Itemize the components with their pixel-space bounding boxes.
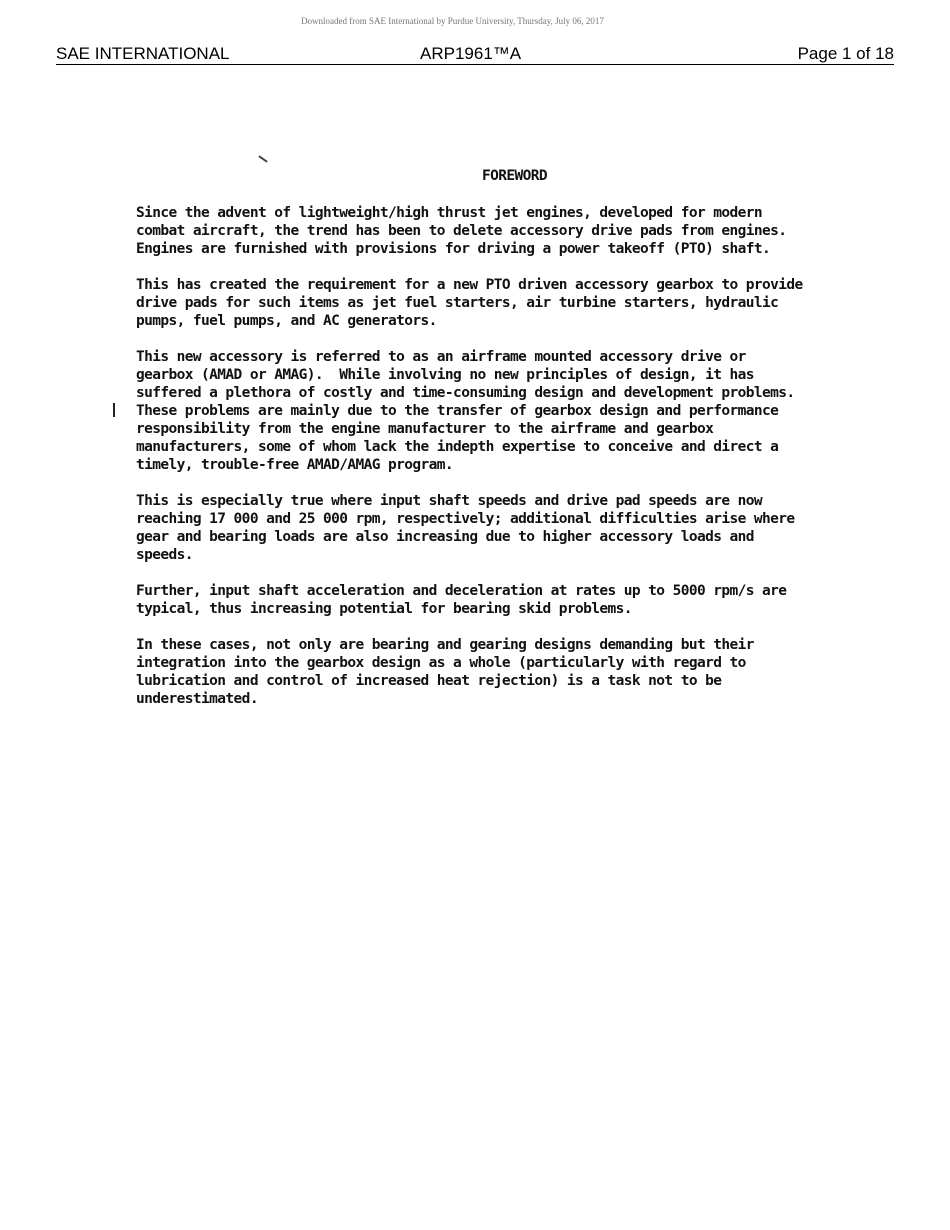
header-organization: SAE INTERNATIONAL [56, 44, 230, 63]
paragraph [136, 204, 936, 258]
text-line: pumps, fuel pumps, and AC generators. [136, 313, 437, 329]
page-header [56, 44, 894, 65]
text-line: reaching 17 000 and 25 000 rpm, respectively; additional difficulties arise where [136, 511, 795, 527]
paragraph [136, 276, 936, 330]
paragraph [136, 348, 936, 474]
text-line: suffered a plethora of costly and time-consuming design and development problems. [136, 385, 795, 401]
text-line: manufacturers, some of whom lack the indepth expertise to conceive and direct a [136, 439, 779, 455]
text-line: responsibility from the engine manufacturer to the airframe and gearbox [136, 421, 714, 437]
revision-bar [113, 403, 115, 417]
text-line: Since the advent of lightweight/high thrust jet engines, developed for modern [136, 205, 762, 221]
text-line: This new accessory is referred to as an airframe mounted accessory drive or [136, 349, 746, 365]
text-line: These problems are mainly due to the transfer of gearbox design and performance [136, 403, 779, 419]
text-line: This is especially true where input shaft speeds and drive pad speeds are now [136, 493, 762, 509]
paragraph [136, 582, 936, 618]
foreword-body [136, 204, 936, 726]
text-line: This has created the requirement for a new PTO driven accessory gearbox to provide [136, 277, 803, 293]
text-line: In these cases, not only are bearing and gearing designs demanding but their [136, 637, 754, 653]
download-note: Downloaded from SAE International by Purdue University, Thursday, July 06, 2017 [301, 16, 604, 26]
text-line: gearbox (AMAD or AMAG). While involving no new principles of design, it has [136, 367, 754, 383]
text-line: typical, thus increasing potential for bearing skid problems. [136, 601, 632, 617]
section-heading: FOREWORD [482, 168, 548, 184]
text-line: integration into the gearbox design as a whole (particularly with regard to [136, 655, 746, 671]
header-document-number: ARP1961™A [420, 44, 522, 63]
header-page-number: Page 1 of 18 [797, 44, 894, 63]
text-line: gear and bearing loads are also increasing due to higher accessory loads and [136, 529, 754, 545]
text-line: Further, input shaft acceleration and deceleration at rates up to 5000 rpm/s are [136, 583, 787, 599]
text-line: underestimated. [136, 691, 258, 707]
text-line: lubrication and control of increased heat rejection) is a task not to be [136, 673, 722, 689]
text-line: speeds. [136, 547, 193, 563]
paragraph [136, 636, 936, 708]
text-line: Engines are furnished with provisions for driving a power takeoff (PTO) shaft. [136, 241, 771, 257]
text-line: combat aircraft, the trend has been to delete accessory drive pads from engines. [136, 223, 787, 239]
scan-mark [258, 155, 267, 162]
text-line: drive pads for such items as jet fuel starters, air turbine starters, hydraulic [136, 295, 779, 311]
text-line: timely, trouble-free AMAD/AMAG program. [136, 457, 454, 473]
paragraph [136, 492, 936, 564]
